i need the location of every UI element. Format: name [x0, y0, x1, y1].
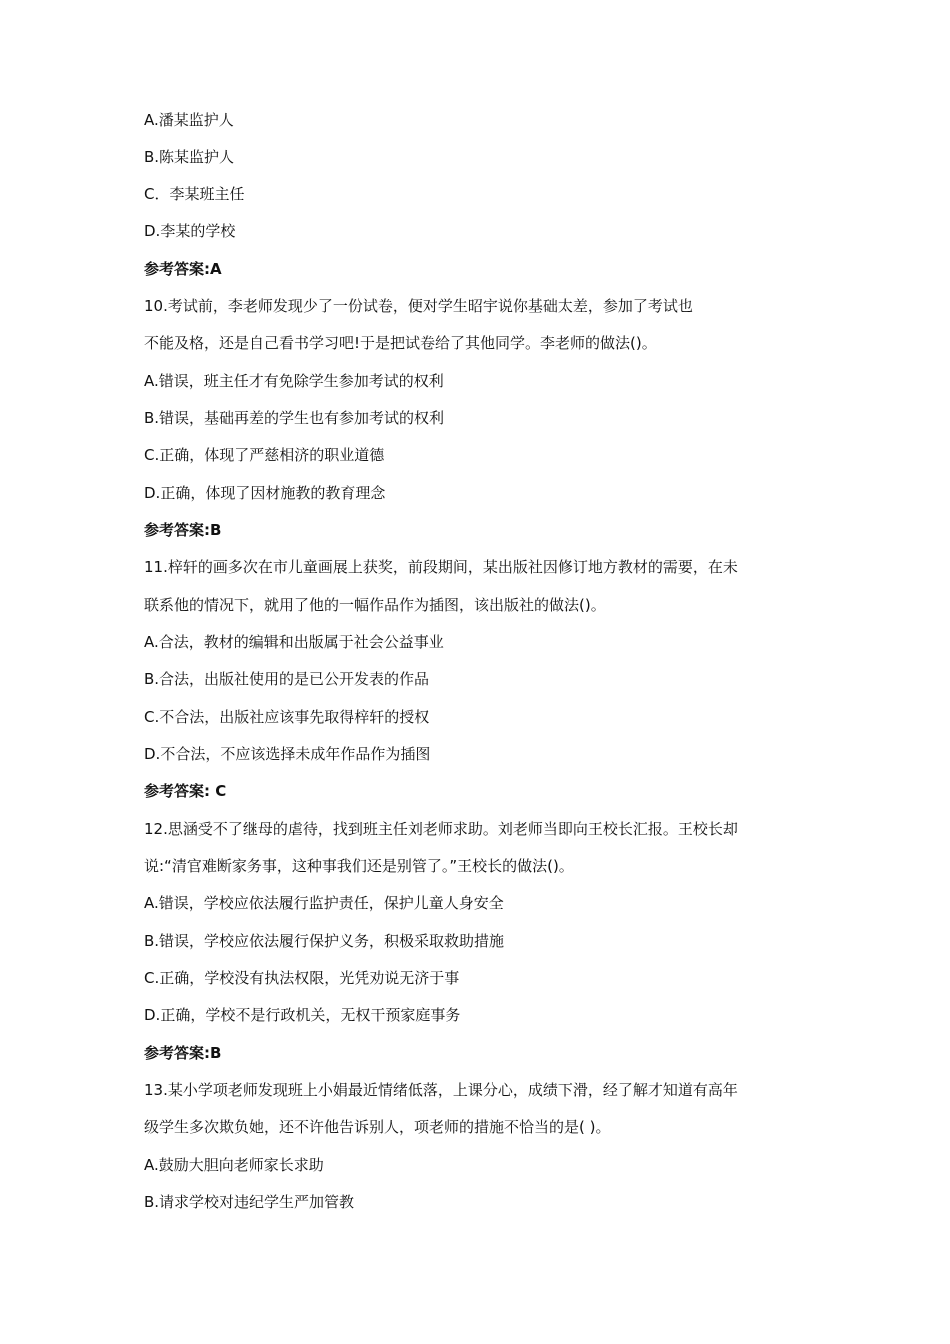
option-line: A.鼓励大胆向老师家长求助 [144, 1156, 324, 1174]
option-line: A.错误，学校应依法履行监护责任，保护儿童人身安全 [144, 894, 504, 912]
option-line: C.正确，学校没有执法权限，光凭劝说无济于事 [144, 969, 460, 987]
answer-line: 参考答案:A [144, 260, 222, 278]
option-line: B.陈某监护人 [144, 148, 235, 166]
option-line: D.不合法，不应该选择未成年作品作为插图 [144, 745, 431, 763]
answer-line: 参考答案:B [144, 1044, 222, 1062]
question-line: 级学生多次欺负她，还不许他告诉别人，项老师的措施不恰当的是( )。 [144, 1118, 611, 1136]
question-line: 10.考试前，李老师发现少了一份试卷，便对学生昭宇说你基础太差，参加了考试也 [144, 297, 693, 315]
question-line: 13.某小学项老师发现班上小娟最近情绪低落，上课分心，成绩下滑，经了解才知道有高年 [144, 1081, 738, 1099]
answer-line: 参考答案: C [144, 782, 227, 800]
option-line: D.李某的学校 [144, 222, 236, 240]
option-line: A.潘某监护人 [144, 111, 234, 129]
option-line: C．李某班主任 [144, 185, 245, 203]
question-line: 说:“清官难断家务事，这种事我们还是别管了。”王校长的做法()。 [144, 857, 574, 875]
question-line: 不能及格，还是自己看书学习吧!于是把试卷给了其他同学。李老师的做法()。 [144, 334, 657, 352]
question-line: 12.思涵受不了继母的虐待，找到班主任刘老师求助。刘老师当即向王校长汇报。王校长却 [144, 820, 738, 838]
option-line: B.错误，基础再差的学生也有参加考试的权利 [144, 409, 445, 427]
option-line: D.正确，学校不是行政机关，无权干预家庭事务 [144, 1006, 461, 1024]
question-line: 联系他的情况下，就用了他的一幅作品作为插图，该出版社的做法()。 [144, 596, 606, 614]
option-line: A.错误，班主任才有免除学生参加考试的权利 [144, 372, 444, 390]
option-line: B.请求学校对违纪学生严加管教 [144, 1193, 355, 1211]
option-line: C.正确，体现了严慈相济的职业道德 [144, 446, 385, 464]
option-line: C.不合法，出版社应该事先取得梓轩的授权 [144, 708, 430, 726]
question-line: 11.梓轩的画多次在市儿童画展上获奖，前段期间，某出版社因修订地方教材的需要，在未 [144, 558, 738, 576]
option-line: B.错误，学校应依法履行保护义务，积极采取救助措施 [144, 932, 505, 950]
answer-line: 参考答案:B [144, 521, 222, 539]
option-line: D.正确，体现了因材施教的教育理念 [144, 484, 386, 502]
option-line: B.合法，出版社使用的是已公开发表的作品 [144, 670, 430, 688]
option-line: A.合法，教材的编辑和出版属于社会公益事业 [144, 633, 444, 651]
